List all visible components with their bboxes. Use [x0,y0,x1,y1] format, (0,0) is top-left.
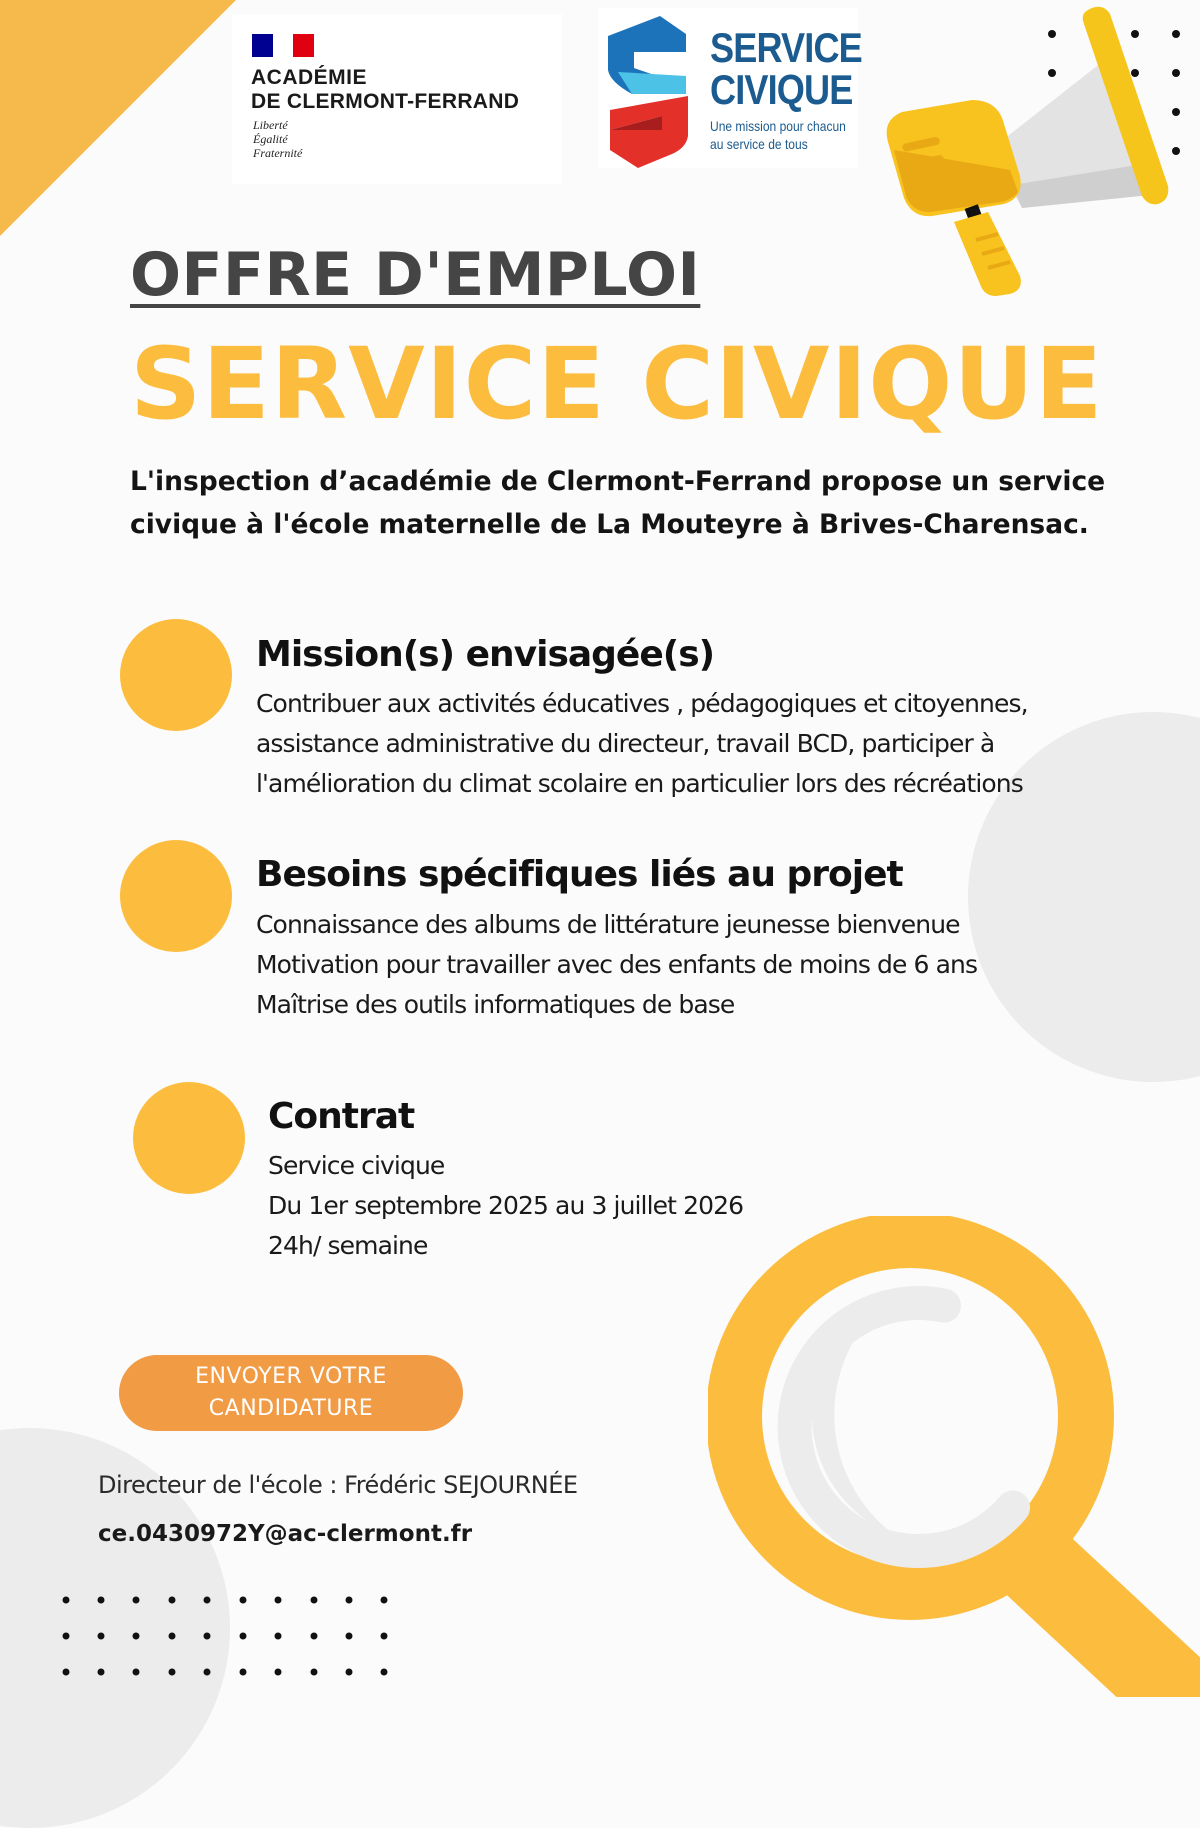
send-application-button[interactable] [119,1355,463,1431]
besoins-body [256,905,977,1025]
service-civique-logo-line1: SERVICE [710,24,862,71]
offre-emploi-title: OFFRE D'EMPLOI [130,240,701,310]
magnifying-glass-icon [708,1216,1200,1701]
french-flag-icon [252,34,314,57]
mission-line: assistance administrative du directeur, travail BCD, participer à [256,729,995,758]
academie-name-line2: DE CLERMONT-FERRAND [251,90,520,113]
service-civique-logo [598,8,862,168]
service-civique-tagline-1: Une mission pour chacun [710,118,846,134]
intro-line: L'inspection d’académie de Clermont-Ferrand propose un service [130,466,1106,497]
contrat-line: Du 1er septembre 2025 au 3 juillet 2026 [268,1191,744,1220]
mission-heading: Mission(s) envisagée(s) [256,634,715,675]
service-civique-title: SERVICE CIVIQUE [130,327,1104,442]
mission-body [256,684,1028,804]
dot-grid-decoration [56,1590,406,1680]
motto-egalite: Égalité [253,132,288,146]
megaphone-icon [872,0,1172,304]
section-bullet-circle [120,619,232,731]
intro-paragraph [130,460,1150,546]
section-bullet-circle [133,1082,245,1194]
besoins-heading: Besoins spécifiques liés au projet [256,854,903,895]
contrat-body [268,1146,743,1266]
send-application-label-line2: CANDIDATURE [208,1396,374,1421]
section-bullet-circle [120,840,232,952]
besoins-line: Motivation pour travailler avec des enfants de moins de 6 ans [256,950,978,979]
director-name: Directeur de l'école : Frédéric SEJOURNÉE [98,1471,578,1499]
service-civique-logo-line2: CIVIQUE [710,66,853,113]
contrat-line: 24h/ semaine [268,1231,428,1260]
corner-triangle-decoration [0,0,236,236]
motto-fraternite: Fraternité [253,146,303,160]
contact-email-link[interactable]: ce.0430972Y@ac-clermont.fr [98,1521,473,1547]
motto-liberte: Liberté [253,118,288,132]
mission-line: l'amélioration du climat scolaire en particulier lors des récréations [256,769,1023,798]
mission-line: Contribuer aux activités éducatives , pédagogiques et citoyennes, [256,689,1028,718]
besoins-line: Maîtrise des outils informatiques de base [256,990,735,1019]
send-application-label-line1: ENVOYER VOTRE [195,1364,387,1389]
academie-logo [232,14,562,184]
intro-line: civique à l'école maternelle de La Mouteyre à Brives-Charensac. [130,509,1089,540]
service-civique-tagline-2: au service de tous [710,136,808,152]
service-civique-emblem-icon [602,12,698,172]
contrat-line: Service civique [268,1151,445,1180]
contrat-heading: Contrat [268,1096,415,1137]
academie-name-line1: ACADÉMIE [251,66,368,89]
besoins-line: Connaissance des albums de littérature jeunesse bienvenue [256,910,960,939]
